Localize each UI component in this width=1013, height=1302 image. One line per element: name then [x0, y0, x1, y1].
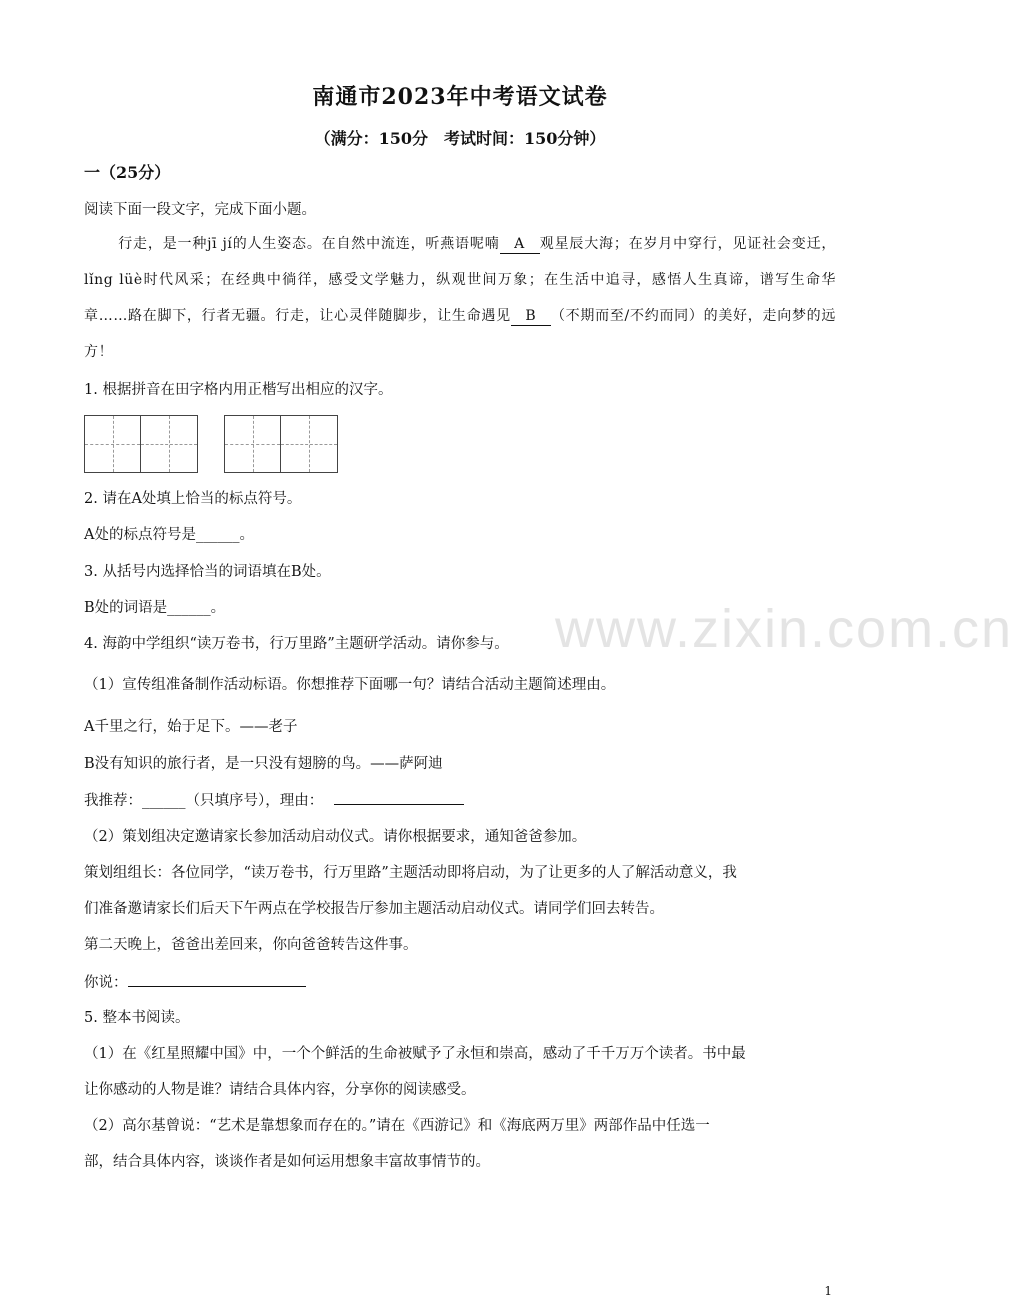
you-say-label: 你说：	[84, 975, 128, 991]
section-heading: 一（25分）	[84, 163, 171, 182]
blank-b[interactable]: B	[511, 307, 551, 326]
exam-title: 南通市2023年中考语文试卷	[312, 84, 608, 110]
tianzige-cell[interactable]	[141, 416, 197, 472]
recommend-label: 我推荐：______（只填序号），理由：	[84, 793, 324, 809]
reading-passage	[84, 226, 836, 370]
question-5-2-line-2: 部，结合具体内容，谈谈作者是如何运用想象丰富故事情节的。	[84, 1154, 490, 1170]
question-4-option-a: A千里之行，始于足下。——老子	[84, 719, 298, 735]
question-1: 1. 根据拼音在田字格内用正楷写出相应的汉字。	[84, 382, 393, 398]
leader-notice-line-2: 们准备邀请家长们后天下午两点在学校报告厅参加主题活动启动仪式。请同学们回去转告。	[84, 901, 664, 917]
leader-notice-line-1: 策划组组长：各位同学，“读万卷书，行万里路”主题活动即将启动，为了让更多的人了解活动意义，我	[84, 865, 737, 881]
question-3: 3. 从括号内选择恰当的词语填在B处。	[84, 564, 331, 580]
blank-a[interactable]: A	[500, 235, 540, 254]
passage-segment-3: （不期而至/不约而同）的美好，走向梦的远方！	[84, 308, 836, 360]
tianzige-grid-1	[84, 415, 198, 473]
question-4: 4. 海韵中学组织“读万卷书，行万里路”主题研学活动。请你参与。	[84, 636, 509, 652]
question-4-option-b: B没有知识的旅行者，是一只没有翅膀的鸟。——萨阿迪	[84, 756, 443, 772]
tianzige-cell[interactable]	[281, 416, 337, 472]
question-5-1-line-1: （1）在《红星照耀中国》中，一个个鲜活的生命被赋予了永恒和崇高，感动了千千万万个读者。书中最	[84, 1046, 746, 1062]
question-2-answer: A处的标点符号是______。	[84, 527, 254, 543]
question-2: 2. 请在A处填上恰当的标点符号。	[84, 491, 302, 507]
passage-segment-2: 观星辰大海；在岁月中穿行，见证社会变迁，lǐng lüè时代风采；在经典中徜徉，感受文学魅力，纵观世间万象；在生活中追寻，感悟人生真谛，谱写生命华章……路在脚下，行者无疆。行走，让心灵伴随脚步，让生命遇见	[84, 236, 836, 324]
question-5: 5. 整本书阅读。	[84, 1010, 190, 1026]
reason-answer-line[interactable]	[334, 790, 464, 805]
tianzige-cell[interactable]	[85, 416, 141, 472]
question-4-2: （2）策划组决定邀请家长参加活动启动仪式。请你根据要求，通知爸爸参加。	[84, 829, 587, 845]
watermark: www.zixin.com.cn	[555, 599, 1013, 659]
question-4-situation: 第二天晚上，爸爸出差回来，你向爸爸转告这件事。	[84, 937, 418, 953]
tianzige-cell[interactable]	[225, 416, 281, 472]
section-intro: 阅读下面一段文字，完成下面小题。	[84, 202, 316, 218]
question-4-you-say	[84, 972, 836, 993]
you-say-answer-line[interactable]	[128, 972, 306, 987]
passage-segment-1: 行走，是一种jī jí的人生姿态。在自然中流连，听燕语呢喃	[118, 236, 500, 252]
question-3-answer: B处的词语是______。	[84, 600, 226, 616]
question-4-1: （1）宣传组准备制作活动标语。你想推荐下面哪一句？请结合活动主题简述理由。	[84, 677, 616, 693]
question-4-recommend	[84, 790, 836, 811]
page-number: 1	[824, 1284, 832, 1298]
question-5-1-line-2: 让你感动的人物是谁？请结合具体内容，分享你的阅读感受。	[84, 1082, 476, 1098]
tianzige-grid-2	[224, 415, 338, 473]
exam-subtitle: （满分：150分 考试时间：150分钟）	[314, 129, 606, 148]
question-5-2-line-1: （2）高尔基曾说：“艺术是靠想象而存在的。”请在《西游记》和《海底两万里》两部作品中任选一	[84, 1118, 710, 1134]
